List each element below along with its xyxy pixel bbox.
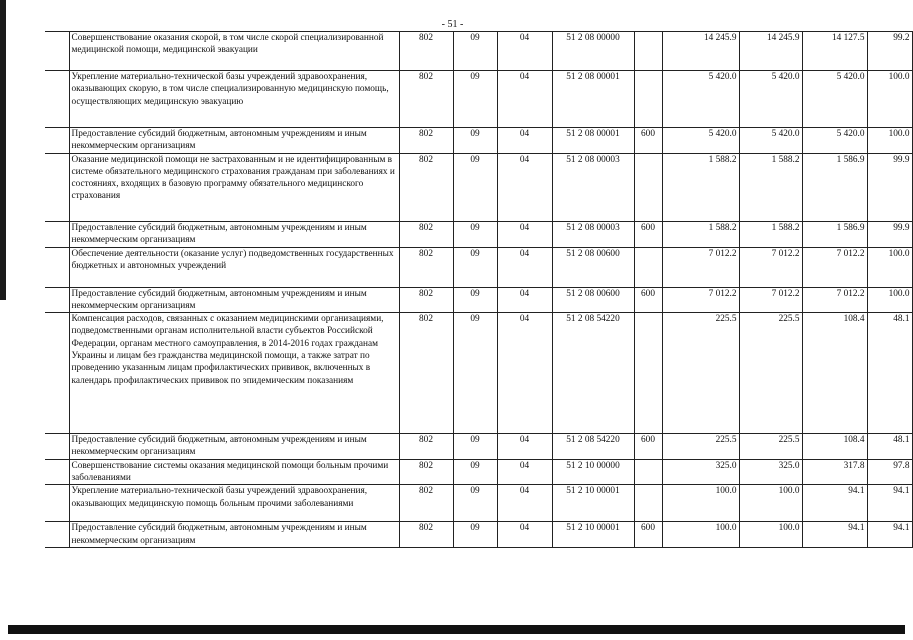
- target-article: 51 2 10 00000: [552, 459, 634, 485]
- table-row: [45, 32, 912, 71]
- row-margin-cell: [45, 71, 69, 128]
- table-row: [45, 522, 912, 548]
- subsection-code: 04: [497, 434, 552, 460]
- executed-amount: 317.8: [802, 459, 867, 485]
- target-article: 51 2 08 00001: [552, 128, 634, 154]
- section-code: 09: [453, 32, 497, 71]
- expense-type: [634, 313, 662, 434]
- row-margin-cell: [45, 434, 69, 460]
- plan-initial: 100.0: [662, 522, 739, 548]
- table-row: [45, 128, 912, 154]
- expense-type: 600: [634, 221, 662, 247]
- execution-percent: 94.1: [867, 522, 912, 548]
- target-article: 51 2 08 00600: [552, 247, 634, 287]
- subsection-code: 04: [497, 522, 552, 548]
- execution-percent: 48.1: [867, 434, 912, 460]
- subsection-code: 04: [497, 459, 552, 485]
- row-name: Совершенствование оказания скорой, в том числе скорой специализированной медицинской помощи, медицинской эвакуации: [69, 32, 399, 71]
- ministry-code: 802: [399, 287, 453, 313]
- table-row: [45, 287, 912, 313]
- executed-amount: 7 012.2: [802, 247, 867, 287]
- plan-revised: 100.0: [739, 522, 802, 548]
- subsection-code: 04: [497, 153, 552, 221]
- executed-amount: 108.4: [802, 313, 867, 434]
- row-margin-cell: [45, 522, 69, 548]
- table-row: [45, 221, 912, 247]
- subsection-code: 04: [497, 71, 552, 128]
- row-name: Предоставление субсидий бюджетным, автономным учреждениям и иным некоммерческим организациям: [69, 221, 399, 247]
- target-article: 51 2 08 54220: [552, 434, 634, 460]
- execution-percent: 99.2: [867, 32, 912, 71]
- plan-revised: 7 012.2: [739, 287, 802, 313]
- row-margin-cell: [45, 313, 69, 434]
- target-article: 51 2 08 00003: [552, 153, 634, 221]
- section-code: 09: [453, 434, 497, 460]
- plan-revised: 14 245.9: [739, 32, 802, 71]
- plan-revised: 1 588.2: [739, 153, 802, 221]
- execution-percent: 100.0: [867, 247, 912, 287]
- subsection-code: 04: [497, 485, 552, 522]
- plan-revised: 100.0: [739, 485, 802, 522]
- row-margin-cell: [45, 485, 69, 522]
- target-article: 51 2 10 00001: [552, 522, 634, 548]
- row-name: Совершенствование системы оказания медицинской помощи больным прочими заболеваниями: [69, 459, 399, 485]
- section-code: 09: [453, 485, 497, 522]
- expense-type: 600: [634, 287, 662, 313]
- expense-type: [634, 71, 662, 128]
- row-name: Компенсация расходов, связанных с оказанием медицинскими организациями, подведомственными органам исполнительной власти субъектов Российской Федерации, органам местного самоуправления, в 2014-2016 годах гражданам Украины и лицам без гражданства медицинской помощи, а также затрат по проведению указанным лицам профилактических прививок, включенных в календарь профилактических прививок по эпидемическим показаниям: [69, 313, 399, 434]
- executed-amount: 94.1: [802, 522, 867, 548]
- row-name: Предоставление субсидий бюджетным, автономным учреждениям и иным некоммерческим организациям: [69, 128, 399, 154]
- plan-initial: 325.0: [662, 459, 739, 485]
- ministry-code: 802: [399, 247, 453, 287]
- section-code: 09: [453, 128, 497, 154]
- plan-initial: 225.5: [662, 313, 739, 434]
- subsection-code: 04: [497, 247, 552, 287]
- section-code: 09: [453, 287, 497, 313]
- executed-amount: 108.4: [802, 434, 867, 460]
- plan-initial: 5 420.0: [662, 128, 739, 154]
- row-name: Предоставление субсидий бюджетным, автономным учреждениям и иным некоммерческим организациям: [69, 522, 399, 548]
- execution-percent: 100.0: [867, 287, 912, 313]
- row-name: Предоставление субсидий бюджетным, автономным учреждениям и иным некоммерческим организациям: [69, 434, 399, 460]
- section-code: 09: [453, 247, 497, 287]
- expense-type: 600: [634, 434, 662, 460]
- execution-percent: 94.1: [867, 485, 912, 522]
- target-article: 51 2 08 00003: [552, 221, 634, 247]
- execution-percent: 97.8: [867, 459, 912, 485]
- plan-revised: 225.5: [739, 313, 802, 434]
- section-code: 09: [453, 459, 497, 485]
- scan-bottom-bar: [8, 625, 905, 634]
- plan-initial: 225.5: [662, 434, 739, 460]
- executed-amount: 1 586.9: [802, 153, 867, 221]
- plan-revised: 1 588.2: [739, 221, 802, 247]
- ministry-code: 802: [399, 434, 453, 460]
- expense-type: [634, 153, 662, 221]
- plan-initial: 1 588.2: [662, 153, 739, 221]
- target-article: 51 2 10 00001: [552, 485, 634, 522]
- execution-percent: 100.0: [867, 71, 912, 128]
- table-row: [45, 153, 912, 221]
- plan-initial: 7 012.2: [662, 287, 739, 313]
- target-article: 51 2 08 00001: [552, 71, 634, 128]
- scan-edge-bar: [0, 0, 6, 300]
- expense-type: [634, 485, 662, 522]
- row-margin-cell: [45, 247, 69, 287]
- section-code: 09: [453, 71, 497, 128]
- executed-amount: 7 012.2: [802, 287, 867, 313]
- plan-initial: 5 420.0: [662, 71, 739, 128]
- executed-amount: 14 127.5: [802, 32, 867, 71]
- execution-percent: 99.9: [867, 153, 912, 221]
- row-name: Укрепление материально-технической базы учреждений здравоохранения, оказывающих скорую, в том числе специализированную медицинскую помощь, осуществляющих медицинскую эвакуацию: [69, 71, 399, 128]
- plan-initial: 100.0: [662, 485, 739, 522]
- plan-revised: 7 012.2: [739, 247, 802, 287]
- table-row: [45, 71, 912, 128]
- expense-type: 600: [634, 128, 662, 154]
- ministry-code: 802: [399, 128, 453, 154]
- row-name: Предоставление субсидий бюджетным, автономным учреждениям и иным некоммерческим организациям: [69, 287, 399, 313]
- executed-amount: 5 420.0: [802, 71, 867, 128]
- row-name: Укрепление материально-технической базы учреждений здравоохранения, оказывающих медицинскую помощь больным прочими заболеваниями: [69, 485, 399, 522]
- ministry-code: 802: [399, 313, 453, 434]
- table-row: [45, 434, 912, 460]
- row-margin-cell: [45, 287, 69, 313]
- executed-amount: 5 420.0: [802, 128, 867, 154]
- table-row: [45, 247, 912, 287]
- expense-type: [634, 247, 662, 287]
- budget-table: [45, 31, 913, 548]
- row-margin-cell: [45, 459, 69, 485]
- plan-initial: 7 012.2: [662, 247, 739, 287]
- section-code: 09: [453, 313, 497, 434]
- row-name: Оказание медицинской помощи не застрахованным и не идентифицированным в системе обязательного медицинского страхования гражданам при заболеваниях и состояниях, входящих в базовую программу обязательного медицинского страхования: [69, 153, 399, 221]
- ministry-code: 802: [399, 32, 453, 71]
- plan-revised: 5 420.0: [739, 128, 802, 154]
- expense-type: [634, 459, 662, 485]
- section-code: 09: [453, 221, 497, 247]
- plan-initial: 14 245.9: [662, 32, 739, 71]
- row-name: Обеспечение деятельности (оказание услуг) подведомственных государственных бюджетных и автономных учреждений: [69, 247, 399, 287]
- table-row: [45, 459, 912, 485]
- subsection-code: 04: [497, 128, 552, 154]
- plan-initial: 1 588.2: [662, 221, 739, 247]
- ministry-code: 802: [399, 71, 453, 128]
- subsection-code: 04: [497, 32, 552, 71]
- target-article: 51 2 08 54220: [552, 313, 634, 434]
- section-code: 09: [453, 522, 497, 548]
- plan-revised: 5 420.0: [739, 71, 802, 128]
- table-row: [45, 485, 912, 522]
- table-row: [45, 313, 912, 434]
- section-code: 09: [453, 153, 497, 221]
- execution-percent: 48.1: [867, 313, 912, 434]
- ministry-code: 802: [399, 522, 453, 548]
- ministry-code: 802: [399, 221, 453, 247]
- row-margin-cell: [45, 128, 69, 154]
- target-article: 51 2 08 00600: [552, 287, 634, 313]
- target-article: 51 2 08 00000: [552, 32, 634, 71]
- ministry-code: 802: [399, 485, 453, 522]
- page-number: - 51 -: [441, 19, 464, 30]
- plan-revised: 325.0: [739, 459, 802, 485]
- executed-amount: 1 586.9: [802, 221, 867, 247]
- row-margin-cell: [45, 153, 69, 221]
- row-margin-cell: [45, 221, 69, 247]
- execution-percent: 100.0: [867, 128, 912, 154]
- subsection-code: 04: [497, 221, 552, 247]
- ministry-code: 802: [399, 459, 453, 485]
- ministry-code: 802: [399, 153, 453, 221]
- subsection-code: 04: [497, 287, 552, 313]
- expense-type: [634, 32, 662, 71]
- executed-amount: 94.1: [802, 485, 867, 522]
- plan-revised: 225.5: [739, 434, 802, 460]
- subsection-code: 04: [497, 313, 552, 434]
- row-margin-cell: [45, 32, 69, 71]
- expense-type: 600: [634, 522, 662, 548]
- execution-percent: 99.9: [867, 221, 912, 247]
